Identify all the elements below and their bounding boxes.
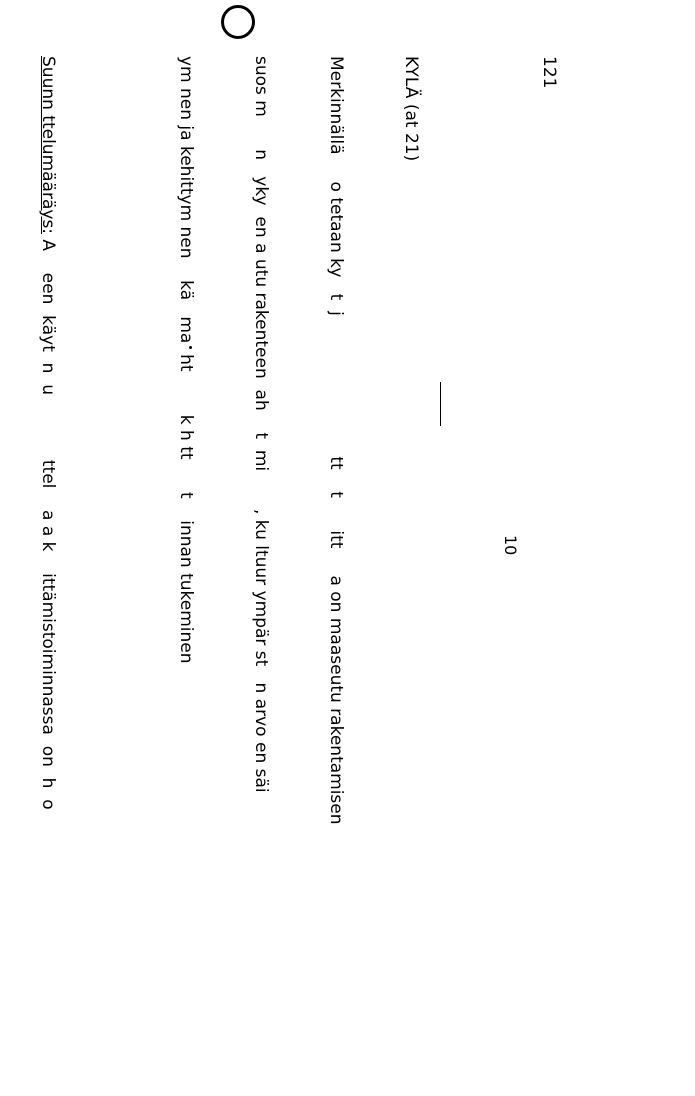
kyla-text-line: ym nen ja kehittym nen kä ma ht k h tt t innan tukeminen [176,56,196,664]
spacer [110,56,123,1096]
rotated-document-body [0,56,611,1096]
circle-mark [221,5,255,39]
page-number: 10 [501,535,520,556]
kyla-text-line: suos m n yky en a utu rakenteen ah t mi , ku ltuur ympär st n arvo en säi [251,56,271,793]
section-number-121: 121 [539,56,559,89]
suunnittelumaarays-label: Suunn ttelumääräys: [38,56,58,235]
kyla-heading: KYLÄ (at 21) [401,56,421,162]
suunnittelumaarays-text: A een käyt n u ttel a a k ittämistoiminnassa on h o [38,234,58,810]
suunnittelumaarays-line [35,56,60,1096]
spacer [473,56,486,1096]
kyla-text-line: Merkinnällä o tetaan ky t j tt t itt a on maaseutu rakentamisen [326,56,346,825]
